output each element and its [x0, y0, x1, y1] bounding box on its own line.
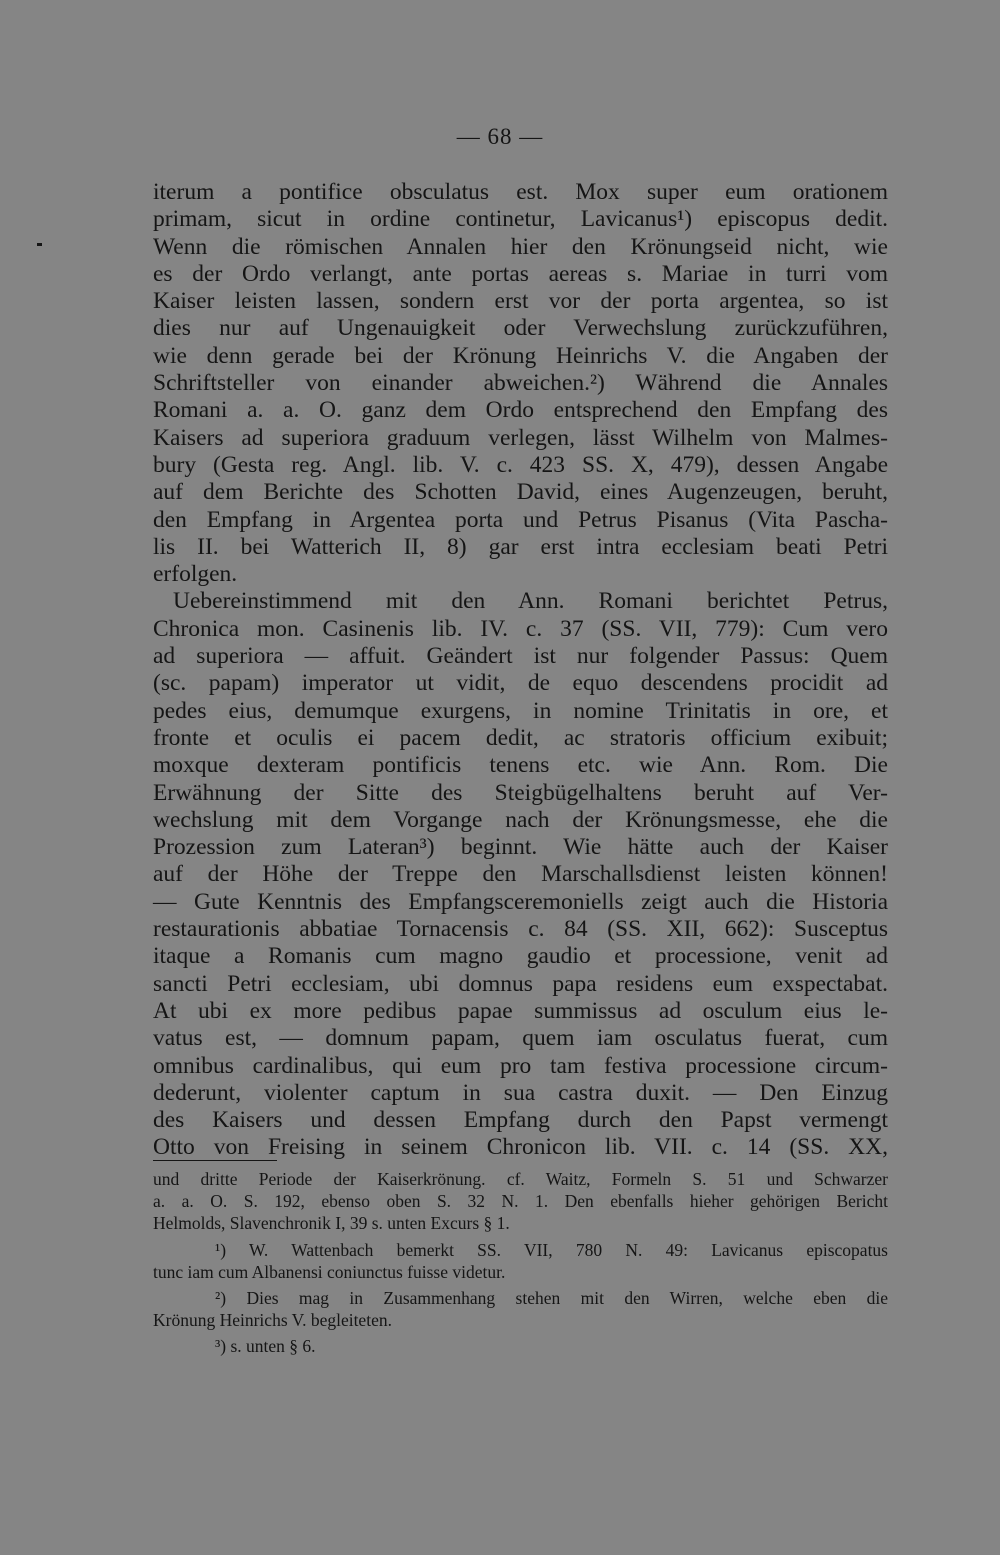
- text-line: des Kaisers und dessen Empfang durch den Papst vermengt: [153, 1107, 888, 1134]
- footnote-line: Krönung Heinrichs V. begleiteten.: [153, 1310, 392, 1331]
- text-line: Schriftsteller von einander abweichen.²) Während die Annales: [153, 370, 888, 397]
- text-line: Otto von Freising in seinem Chronicon lib. VII. c. 14 (SS. XX,: [153, 1134, 888, 1161]
- footnote-line: ²) Dies mag in Zusammenhang stehen mit den Wirren, welche eben die: [215, 1287, 888, 1308]
- footnote-line: und dritte Periode der Kaiserkrönung. cf. Waitz, Formeln S. 51 und Schwarzer: [153, 1169, 888, 1189]
- text-line: itaque a Romanis cum magno gaudio et processione, venit ad: [153, 943, 888, 970]
- text-line: es der Ordo verlangt, ante portas aereas s. Mariae in turri vom: [153, 260, 888, 287]
- page-number: — 68 —: [456, 124, 544, 149]
- text-line: auf dem Berichte des Schotten David, eines Augenzeugen, beruht,: [153, 479, 888, 506]
- text-line: Wenn die römischen Annalen hier den Krönungseid nicht, wie: [153, 233, 888, 260]
- text-line: Uebereinstimmend mit den Ann. Romani berichtet Petrus,: [173, 588, 888, 615]
- text-line: primam, sicut in ordine continetur, Lavicanus¹) episcopus dedit.: [153, 206, 888, 233]
- text-line: lis II. bei Watterich II, 8) gar erst intra ecclesiam beati Petri: [153, 533, 888, 560]
- text-line: ad superiora — affuit. Geändert ist nur folgender Passus: Quem: [153, 643, 888, 670]
- text-line: dederunt, violenter captum in sua castra duxit. — Den Einzug: [153, 1079, 888, 1106]
- footnotes: [153, 1168, 888, 1358]
- text-line: Romani a. a. O. ganz dem Ordo entsprechend den Empfang des: [153, 397, 888, 424]
- text-line: moxque dexteram pontificis tenens etc. wie Ann. Rom. Die: [153, 752, 888, 779]
- text-line: bury (Gesta reg. Angl. lib. V. c. 423 SS. X, 479), dessen Angabe: [153, 451, 888, 478]
- main-text: [153, 179, 888, 1162]
- text-line: Kaisers ad superiora graduum verlegen, lässt Wilhelm von Malmes-: [153, 424, 888, 451]
- text-line: den Empfang in Argentea porta und Petrus Pisanus (Vita Pascha-: [153, 506, 888, 533]
- text-line: At ubi ex more pedibus papae summissus ad osculum eius le-: [153, 997, 888, 1024]
- text-line: erfolgen.: [153, 561, 238, 588]
- text-line: omnibus cardinalibus, qui eum pro tam festiva processione circum-: [153, 1052, 888, 1079]
- scan-speck: [37, 243, 42, 246]
- text-line: (sc. papam) imperator ut vidit, de equo descendens procidit ad: [153, 670, 888, 697]
- text-line: fronte et oculis ei pacem dedit, ac stratoris officium exibuit;: [153, 724, 888, 751]
- text-line: auf der Höhe der Treppe den Marschallsdienst leisten können!: [153, 861, 888, 888]
- text-line: pedes eius, demumque exurgens, in nomine Trinitatis in ore, et: [153, 697, 888, 724]
- text-line: vatus est, — domnum papam, quem iam osculatus fuerat, cum: [153, 1025, 888, 1052]
- text-line: wie denn gerade bei der Krönung Heinrichs V. die Angaben der: [153, 342, 888, 369]
- text-line: dies nur auf Ungenauigkeit oder Verwechslung zurückzuführen,: [153, 315, 888, 342]
- text-line: wechslung mit dem Vorgange nach der Krönungsmesse, ehe die: [153, 806, 888, 833]
- footnote-line: ¹) W. Wattenbach bemerkt SS. VII, 780 N. 49: Lavicanus episcopatus: [215, 1239, 888, 1260]
- footnote-rule: [153, 1160, 277, 1161]
- text-line: — Gute Kenntnis des Empfangsceremoniells zeigt auch die Historia: [153, 888, 888, 915]
- text-line: Chronica mon. Casinenis lib. IV. c. 37 (SS. VII, 779): Cum vero: [153, 615, 888, 642]
- footnote-line: Helmolds, Slavenchronik I, 39 s. unten Excurs § 1.: [153, 1213, 510, 1234]
- text-line: Prozession zum Lateran³) beginnt. Wie hätte auch der Kaiser: [153, 834, 888, 861]
- footnote-line: a. a. O. S. 192, ebenso oben S. 32 N. 1. Den ebenfalls hieher gehörigen Bericht: [153, 1191, 888, 1212]
- footnote-line: ³) s. unten § 6.: [215, 1336, 316, 1357]
- footnote-line: tunc iam cum Albanensi coniunctus fuisse videtur.: [153, 1261, 506, 1282]
- text-line: iterum a pontifice obsculatus est. Mox super eum orationem: [153, 179, 888, 205]
- text-line: sancti Petri ecclesiam, ubi domnus papa residens eum exspectabat.: [153, 970, 888, 997]
- text-line: Erwähnung der Sitte des Steigbügelhaltens beruht auf Ver-: [153, 779, 888, 806]
- text-line: restaurationis abbatiae Tornacensis c. 84 (SS. XII, 662): Susceptus: [153, 916, 888, 943]
- text-line: Kaiser leisten lassen, sondern erst vor der porta argentea, so ist: [153, 288, 888, 315]
